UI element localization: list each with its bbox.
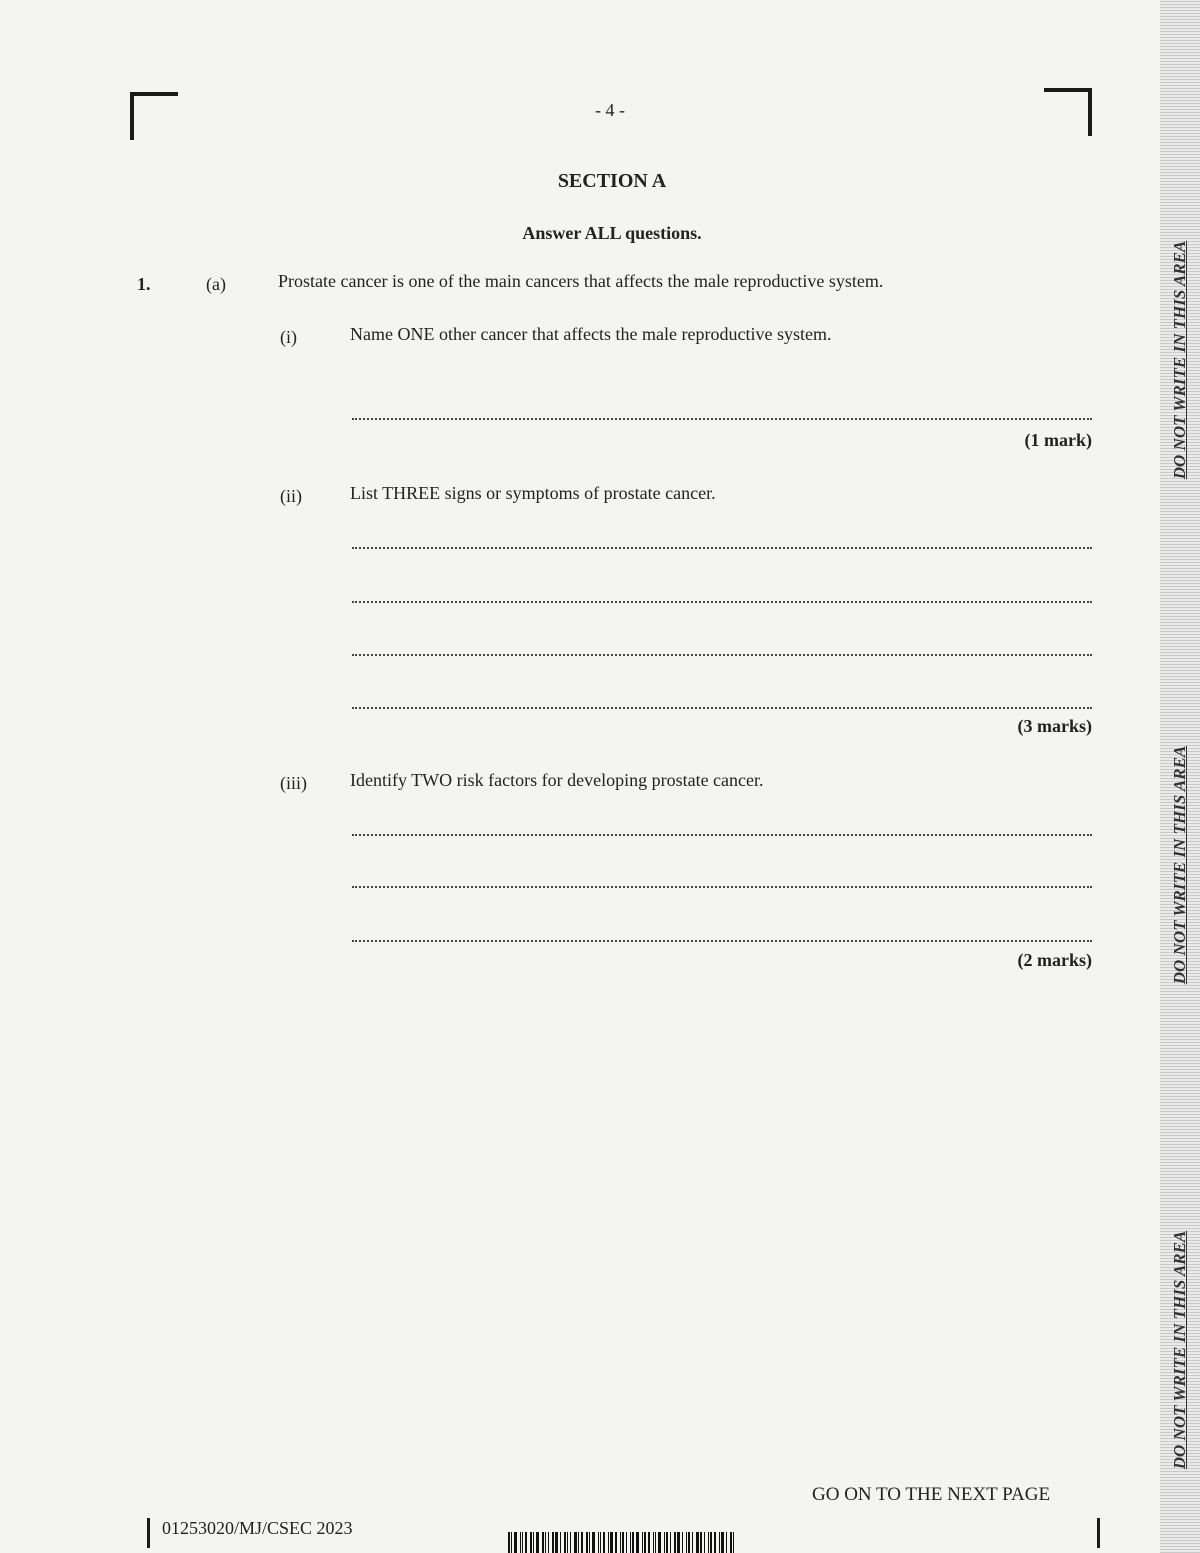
- barcode-bar: [730, 1532, 732, 1553]
- barcode-bar: [511, 1532, 512, 1553]
- subpart-label: (i): [280, 327, 297, 347]
- barcode-bar: [581, 1532, 583, 1553]
- subpart-label: (iii): [280, 773, 307, 793]
- barcode-bar: [536, 1532, 539, 1553]
- barcode-bar: [586, 1532, 588, 1553]
- barcode-bar: [589, 1532, 590, 1553]
- barcode-bar: [600, 1532, 601, 1553]
- barcode-bar: [548, 1532, 549, 1553]
- barcode-bar: [658, 1532, 661, 1553]
- question-part: (a): [206, 274, 226, 294]
- barcode-bar: [670, 1532, 671, 1553]
- barcode-bar: [574, 1532, 577, 1553]
- barcode-bar: [677, 1532, 680, 1553]
- instruction: Answer ALL questions.: [522, 223, 702, 243]
- barcode-bar: [692, 1532, 693, 1553]
- barcode-bar: [632, 1532, 634, 1553]
- barcode-bar: [626, 1532, 627, 1553]
- answer-line[interactable]: [352, 707, 1092, 709]
- barcode-bar: [710, 1532, 712, 1553]
- barcode: [508, 1532, 740, 1553]
- barcode-bar: [648, 1532, 650, 1553]
- barcode-bar: [664, 1532, 665, 1553]
- barcode-bar: [578, 1532, 579, 1553]
- barcode-bar: [708, 1532, 709, 1553]
- barcode-bar: [644, 1532, 646, 1553]
- answer-line[interactable]: [352, 601, 1092, 603]
- barcode-bar: [598, 1532, 599, 1553]
- barcode-bar: [700, 1532, 702, 1553]
- page-number: - 4 -: [595, 100, 625, 120]
- barcode-bar: [653, 1532, 654, 1553]
- barcode-bar: [514, 1532, 517, 1553]
- barcode-bar: [636, 1532, 639, 1553]
- section-title: SECTION A: [557, 170, 667, 192]
- marks-label: (2 marks): [1017, 950, 1092, 970]
- barcode-bar: [696, 1532, 699, 1553]
- barcode-bar: [682, 1532, 683, 1553]
- barcode-bar: [555, 1532, 558, 1553]
- barcode-bar: [520, 1532, 521, 1553]
- marks-label: (3 marks): [1017, 716, 1092, 736]
- barcode-bar: [530, 1532, 532, 1553]
- registration-mark-bottom-right: [1097, 1518, 1100, 1548]
- barcode-bar: [592, 1532, 595, 1553]
- answer-line[interactable]: [352, 834, 1092, 836]
- barcode-bar: [570, 1532, 571, 1553]
- answer-line[interactable]: [352, 547, 1092, 549]
- barcode-bar: [525, 1532, 527, 1553]
- answer-line[interactable]: [352, 940, 1092, 942]
- barcode-bar: [564, 1532, 566, 1553]
- barcode-bar: [567, 1532, 568, 1553]
- barcode-bar: [603, 1532, 605, 1553]
- barcode-bar: [721, 1532, 724, 1553]
- barcode-bar: [560, 1532, 561, 1553]
- registration-mark-bottom-left: [147, 1518, 150, 1548]
- question-stem: Prostate cancer is one of the main cancers that affects the male reproductive system.: [278, 271, 884, 291]
- barcode-bar: [733, 1532, 734, 1553]
- marks-label: (1 mark): [1024, 430, 1092, 450]
- barcode-bar: [726, 1532, 727, 1553]
- answer-line[interactable]: [352, 418, 1092, 420]
- barcode-bar: [686, 1532, 687, 1553]
- barcode-bar: [545, 1532, 546, 1553]
- barcode-bar: [704, 1532, 705, 1553]
- barcode-bar: [655, 1532, 656, 1553]
- answer-line[interactable]: [352, 886, 1092, 888]
- subpart-text: Name ONE other cancer that affects the male reproductive system.: [350, 324, 832, 344]
- barcode-bar: [610, 1532, 613, 1553]
- barcode-bar: [552, 1532, 554, 1553]
- barcode-bar: [666, 1532, 668, 1553]
- question-number: 1.: [137, 274, 151, 294]
- barcode-bar: [719, 1532, 720, 1553]
- barcode-bar: [688, 1532, 690, 1553]
- barcode-bar: [630, 1532, 631, 1553]
- subpart-text: List THREE signs or symptoms of prostate cancer.: [350, 483, 716, 503]
- subpart-text: Identify TWO risk factors for developing prostate cancer.: [350, 770, 764, 790]
- barcode-bar: [508, 1532, 510, 1553]
- barcode-bar: [615, 1532, 617, 1553]
- barcode-bar: [620, 1532, 621, 1553]
- barcode-bar: [542, 1532, 544, 1553]
- subpart-label: (ii): [280, 486, 302, 506]
- barcode-bar: [674, 1532, 676, 1553]
- barcode-bar: [714, 1532, 716, 1553]
- barcode-bar: [533, 1532, 534, 1553]
- barcode-bar: [622, 1532, 624, 1553]
- barcode-bar: [608, 1532, 609, 1553]
- barcode-bar: [642, 1532, 643, 1553]
- paper-code: 01253020/MJ/CSEC 2023: [162, 1518, 353, 1538]
- barcode-bar: [522, 1532, 523, 1553]
- answer-line[interactable]: [352, 654, 1092, 656]
- go-on-to-next-page: GO ON TO THE NEXT PAGE: [812, 1484, 1051, 1505]
